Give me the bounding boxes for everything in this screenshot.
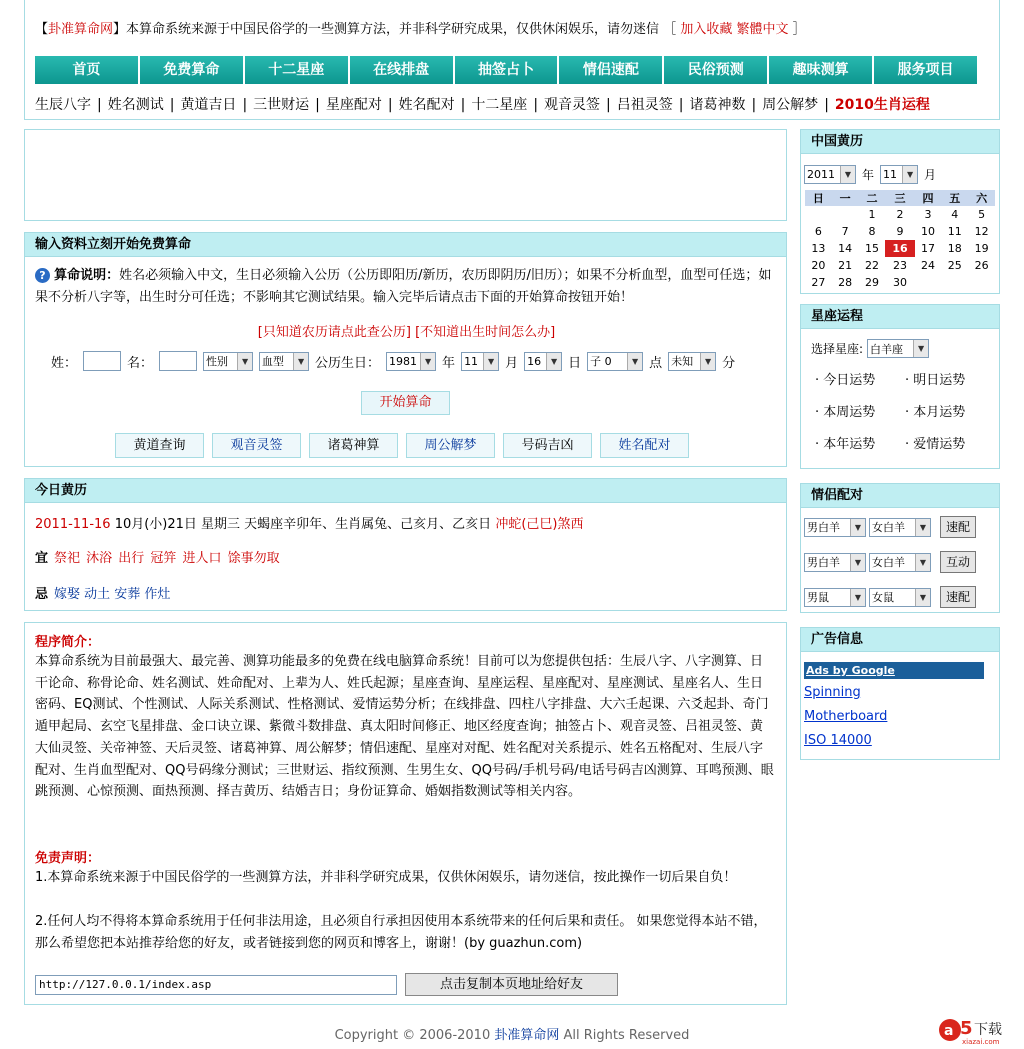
quick-button[interactable]: 观音灵签 xyxy=(212,433,301,458)
weekday-header: 三 xyxy=(885,190,914,206)
calendar-month-select[interactable]: 11 ▼ xyxy=(880,165,918,184)
match-button[interactable]: 互动 xyxy=(940,551,976,573)
unknown-time-link[interactable]: [不知道出生时间怎么办] xyxy=(415,325,556,340)
chevron-down-icon: ▼ xyxy=(483,353,498,370)
calendar-day[interactable]: 18 xyxy=(947,242,962,255)
today-chong: 冲蛇(己巳)煞西 xyxy=(495,517,584,532)
subnav-item[interactable]: 周公解梦 xyxy=(762,97,819,113)
subnav-item[interactable]: 三世财运 xyxy=(253,97,310,113)
horoscope-link[interactable]: · 本月运势 xyxy=(905,405,966,420)
separator: | xyxy=(387,97,393,113)
female-select[interactable]: 女白羊 ▼ xyxy=(869,518,931,537)
chevron-down-icon: ▼ xyxy=(546,353,561,370)
calendar-day xyxy=(832,206,859,223)
chevron-down-icon: ▼ xyxy=(850,589,865,606)
calendar-day[interactable]: 25 xyxy=(947,259,962,272)
today-almanac-panel xyxy=(24,478,787,611)
calendar-day[interactable]: 30 xyxy=(892,276,907,289)
weekday-header: 五 xyxy=(941,190,968,206)
separator: | xyxy=(97,97,102,113)
copy-url-button[interactable]: 点击复制本页地址给好友 xyxy=(405,973,618,996)
weekday-header: 日 xyxy=(805,190,832,206)
calendar-day[interactable]: 23 xyxy=(892,259,907,272)
subnav-item[interactable]: 吕祖灵签 xyxy=(616,97,673,113)
form-description: ? 算命说明：姓名必须输入中文，生日必须输入公历（公历即阳历/新历，农历即阴历/旧历）；如果不分析血型，血型可任选；如果不分析八字等，出生时分可任选；不影响其它测试结果。输入完毕后请点击下面的开始算命按钮开始！ xyxy=(35,268,772,305)
subnav-item[interactable]: 十二星座 xyxy=(471,97,528,113)
chevron-down-icon: ▼ xyxy=(237,353,252,370)
calendar-day[interactable]: 3 xyxy=(924,208,932,221)
weekday-header: 一 xyxy=(832,190,859,206)
match-button[interactable]: 速配 xyxy=(940,586,976,608)
calendar-selectors: 2011 ▼ 年 11 ▼ 月 xyxy=(804,165,936,184)
calendar-day[interactable]: 14 xyxy=(838,242,853,255)
separator: | xyxy=(315,97,320,113)
calendar-year-select[interactable]: 2011 ▼ xyxy=(804,165,856,184)
intro-title: 程序简介： xyxy=(35,635,101,650)
couple-match-row xyxy=(804,551,976,573)
month-select[interactable]: 11 ▼ xyxy=(461,352,499,371)
calendar-day[interactable]: 21 xyxy=(838,259,853,272)
horoscope-link[interactable]: · 本年运势 xyxy=(815,437,876,452)
calendar-day[interactable]: 22 xyxy=(864,259,879,272)
separator: | xyxy=(533,97,539,113)
calendar-day[interactable]: 9 xyxy=(896,225,904,238)
today-info: 2011-11-16 10月(小)21日 星期三 天蝎座辛卯年、生肖属兔、己亥月、乙亥日 冲蛇(己巳)煞西 xyxy=(35,517,584,532)
gender-select[interactable]: 性别 ▼ xyxy=(203,352,253,371)
site-notice: 【卦准算命网】本算命系统来源于中国民俗学的一些测算方法，并非科学研究成果，仅供休闲娱乐，请勿迷信 ［ 加入收藏 繁體中文 ］ xyxy=(35,22,806,37)
subnav-item[interactable]: 姓名测试 xyxy=(107,97,164,113)
subnav-hot-link[interactable]: 2010生肖运程 xyxy=(834,97,930,113)
birth-input-row: 姓： 名： 性别 ▼ 血型 ▼ 公历生日： 1981 ▼ 年 11 ▼ 月 16 ▼ 日 子 0 ▼ 点 未知 ▼ 分 xyxy=(51,351,735,371)
calendar-day[interactable]: 2 xyxy=(896,208,904,221)
calendar-day[interactable]: 19 xyxy=(974,242,989,255)
chevron-down-icon: ▼ xyxy=(700,353,715,370)
day-select[interactable]: 16 ▼ xyxy=(524,352,562,371)
quick-button[interactable]: 诸葛神算 xyxy=(309,433,398,458)
chevron-down-icon: ▼ xyxy=(627,353,642,370)
today-ji: 忌 嫁娶 动土 安葬 作灶 xyxy=(35,587,171,602)
nav-item[interactable]: 十二星座 xyxy=(245,56,348,84)
year-select[interactable]: 1981 ▼ xyxy=(386,352,436,371)
female-select[interactable]: 女鼠 ▼ xyxy=(869,588,931,607)
calendar-day[interactable]: 24 xyxy=(921,259,936,272)
sub-nav xyxy=(35,94,930,114)
couple-match-panel xyxy=(800,483,1000,613)
disclaimer-2: 2.任何人均不得将本算命系统用于任何非法用途，且必须自行承担因使用本系统带来的任何后果和责任。 如果您觉得本站不错，那么希望您把本站推荐给您的好友，或者链接到您的网页和博客上，谢谢！(by guazhun.com) xyxy=(35,914,767,951)
calendar-day xyxy=(941,274,968,291)
calendar-day[interactable]: 6 xyxy=(814,225,822,238)
calendar-day[interactable]: 1 xyxy=(868,208,876,221)
calendar-day[interactable]: 5 xyxy=(978,208,986,221)
calendar-grid xyxy=(805,190,995,291)
horoscope-link[interactable]: · 今日运势 xyxy=(815,373,876,388)
nav-item[interactable]: 服务项目 xyxy=(874,56,977,84)
traditional-chinese-link[interactable]: 繁體中文 xyxy=(736,22,789,37)
hour-select[interactable]: 子 0 ▼ xyxy=(587,352,643,371)
ad-link[interactable]: Motherboard xyxy=(804,709,888,724)
horoscope-link[interactable]: · 爱情运势 xyxy=(905,437,966,452)
quick-button[interactable]: 黄道查询 xyxy=(115,433,204,458)
male-select[interactable]: 男鼠 ▼ xyxy=(804,588,866,607)
separator: | xyxy=(169,97,175,113)
male-select[interactable]: 男白羊 ▼ xyxy=(804,553,866,572)
chevron-down-icon: ▼ xyxy=(420,353,435,370)
nav-item[interactable]: 趣味测算 xyxy=(769,56,872,84)
match-button[interactable]: 速配 xyxy=(940,516,976,538)
quick-button[interactable]: 姓名配对 xyxy=(600,433,689,458)
calendar-day[interactable]: 11 xyxy=(947,225,962,238)
couple-match-title: 情侣配对 xyxy=(801,484,999,508)
chevron-down-icon: ▼ xyxy=(293,353,308,370)
weekday-header: 六 xyxy=(968,190,995,206)
svg-text:xiazai.com: xiazai.com xyxy=(962,1038,1000,1046)
lunar-convert-link[interactable]: [只知道农历请点此查公历] xyxy=(257,325,411,340)
today-title: 今日黄历 xyxy=(25,479,786,503)
chevron-down-icon: ▼ xyxy=(913,340,928,357)
help-links xyxy=(25,321,788,340)
nav-item[interactable]: 民俗预测 xyxy=(664,56,767,84)
weekday-header: 四 xyxy=(915,190,942,206)
ad-link[interactable]: Spinning xyxy=(804,685,861,700)
blood-select[interactable]: 血型 ▼ xyxy=(259,352,309,371)
subnav-item[interactable]: 生辰八字 xyxy=(35,97,91,113)
nav-item[interactable]: 抽签占卜 xyxy=(455,56,558,84)
quick-button[interactable]: 号码吉凶 xyxy=(503,433,592,458)
calendar-day[interactable]: 8 xyxy=(868,225,876,238)
nav-item[interactable]: 首页 xyxy=(35,56,138,84)
calendar-day[interactable]: 27 xyxy=(811,276,826,289)
name-input[interactable] xyxy=(159,351,197,371)
calendar-day[interactable]: 28 xyxy=(838,276,853,289)
intro-panel xyxy=(24,622,787,1005)
quick-button[interactable]: 周公解梦 xyxy=(406,433,495,458)
ad-placeholder xyxy=(24,129,787,221)
disclaimer-1: 1.本算命系统来源于中国民俗学的一些测算方法，并非科学研究成果，仅供休闲娱乐，请勿迷信，按此操作一切后果自负！ xyxy=(35,870,737,885)
chevron-down-icon: ▼ xyxy=(850,554,865,571)
separator: | xyxy=(460,97,466,113)
today-date: 2011-11-16 xyxy=(35,517,111,532)
a5-download-logo xyxy=(936,1012,1016,1046)
footer-site-link[interactable]: 卦准算命网 xyxy=(494,1028,560,1043)
question-icon: ? xyxy=(35,268,50,283)
horoscope-links xyxy=(815,369,995,452)
minute-select[interactable]: 未知 ▼ xyxy=(668,352,716,371)
site-header xyxy=(24,0,1000,120)
main-nav xyxy=(35,56,979,84)
horoscope-link[interactable]: · 本周运势 xyxy=(815,405,876,420)
quick-buttons xyxy=(115,433,689,458)
calendar-day[interactable]: 17 xyxy=(921,242,936,255)
separator: | xyxy=(242,97,248,113)
nav-item[interactable]: 在线排盘 xyxy=(350,56,453,84)
calendar-day xyxy=(915,274,942,291)
intro-text: 本算命系统为目前最强大、最完善、测算功能最多的免费在线电脑算命系统！目前可以为您提供包括：生辰八字、八字测算、日干论命、称骨论命、姓名测试、姓命配对、上辈为人、姓氏起源；星座查询、星座运程、星座配对、星座测试、星座名人、生日密码、EQ测试、个性测试、人际关系测试、性格测试、爱情运势分析；在线排盘、四柱八字排盘、大六壬起课、六爻起卦、奇门遁甲起局、玄空飞星排盘、金口诀立课、紫微斗数排盘、真太阳时间修正、地区经度查询；抽签占卜、观音灵签、吕祖灵签、黄大仙灵签、关帝神签、天后灵签、诸葛神算、周公解梦；情侣速配、星座对对配、姓名配对关系提示、姓名五格配对、生辰八字配对、生肖血型配对、QQ号码缘分测试；三世财运、指纹预测、生男生女、QQ号码/手机号码/电话号码吉凶测算、耳鸣预测、眼跳预测、心惊预测、面热预测、择吉黄历、结婚吉日；身份证算命、婚姻指数测试等相关内容。 xyxy=(35,654,774,800)
calendar-day[interactable]: 7 xyxy=(841,225,849,238)
chevron-down-icon: ▼ xyxy=(915,519,930,536)
male-select[interactable]: 男白羊 ▼ xyxy=(804,518,866,537)
nav-item[interactable]: 免费算命 xyxy=(140,56,243,84)
calendar-day[interactable]: 13 xyxy=(811,242,826,255)
svg-text:a: a xyxy=(944,1023,954,1039)
surname-input[interactable] xyxy=(83,351,121,371)
calendar-panel xyxy=(800,129,1000,294)
calendar-day[interactable]: 4 xyxy=(951,208,959,221)
ads-title: 广告信息 xyxy=(801,628,999,652)
calendar-day[interactable]: 29 xyxy=(864,276,879,289)
calendar-day xyxy=(805,206,832,223)
subnav-item[interactable]: 黄道吉日 xyxy=(180,97,237,113)
add-favorite-link[interactable]: 加入收藏 xyxy=(680,22,733,37)
calendar-day[interactable]: 20 xyxy=(811,259,826,272)
calendar-day[interactable]: 16 xyxy=(885,240,914,257)
chevron-down-icon: ▼ xyxy=(840,166,855,183)
female-select[interactable]: 女白羊 ▼ xyxy=(869,553,931,572)
couple-match-row xyxy=(804,516,976,538)
ad-link[interactable]: ISO 14000 xyxy=(804,733,872,748)
separator: | xyxy=(824,97,829,113)
subnav-item[interactable]: 姓名配对 xyxy=(398,97,455,113)
calendar-day[interactable]: 12 xyxy=(974,225,989,238)
calendar-day[interactable]: 15 xyxy=(864,242,879,255)
calendar-day[interactable]: 10 xyxy=(921,225,936,238)
subnav-item[interactable]: 观音灵签 xyxy=(544,97,601,113)
separator: | xyxy=(751,97,757,113)
subnav-item[interactable]: 星座配对 xyxy=(325,97,382,113)
subnav-item[interactable]: 诸葛神数 xyxy=(689,97,746,113)
horoscope-selector: 选择星座: 白羊座 ▼ xyxy=(811,339,929,358)
ads-panel xyxy=(800,627,1000,760)
calendar-title: 中国黄历 xyxy=(801,130,999,154)
svg-text:下载: 下载 xyxy=(974,1022,1002,1038)
form-title: 输入资料立刻开始免费算命 xyxy=(25,233,786,257)
nav-item[interactable]: 情侣速配 xyxy=(559,56,662,84)
horoscope-link[interactable]: · 明日运势 xyxy=(905,373,966,388)
chevron-down-icon: ▼ xyxy=(915,554,930,571)
start-button[interactable]: 开始算命 xyxy=(361,391,450,415)
separator: | xyxy=(606,97,611,113)
ads-by-google-link[interactable]: Ads by Google xyxy=(804,662,984,679)
today-yi: 宜 祭祀 沐浴 出行 冠笄 进人口 馀事勿取 xyxy=(35,551,280,566)
chevron-down-icon: ▼ xyxy=(850,519,865,536)
disclaimer-title: 免责声明： xyxy=(35,851,101,866)
calendar-day[interactable]: 26 xyxy=(974,259,989,272)
fortune-form-panel xyxy=(24,232,787,467)
weekday-header: 二 xyxy=(859,190,886,206)
calendar-day xyxy=(968,274,995,291)
chevron-down-icon: ▼ xyxy=(902,166,917,183)
separator: | xyxy=(678,97,684,113)
chevron-down-icon: ▼ xyxy=(915,589,930,606)
footer: Copyright © 2006-2010 卦准算命网 All Rights Reserved xyxy=(334,1028,690,1043)
site-name-link[interactable]: 卦准算命网 xyxy=(48,22,114,37)
horoscope-panel xyxy=(800,304,1000,469)
svg-text:5: 5 xyxy=(960,1018,973,1039)
horoscope-title: 星座运程 xyxy=(801,305,999,329)
page-url-input[interactable]: http://127.0.0.1/index.asp xyxy=(35,975,397,995)
zodiac-select[interactable]: 白羊座 ▼ xyxy=(867,339,929,358)
couple-match-row xyxy=(804,586,976,608)
